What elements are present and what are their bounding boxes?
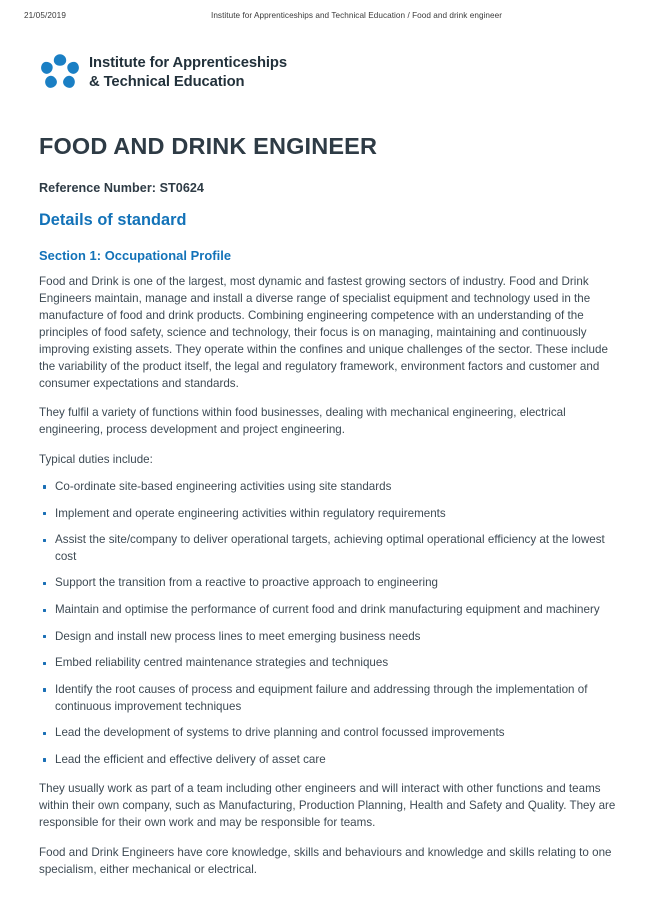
list-item-label: Lead the efficient and effective delivery of asset care <box>55 752 326 766</box>
list-item-label: Co-ordinate site-based engineering activities using site standards <box>55 479 392 493</box>
running-header <box>0 11 657 25</box>
paragraph-intro: Food and Drink is one of the largest, most dynamic and fastest growing sectors of industry. Food and Drink Engineers maintain, manage and install a diverse range of specialist equipment and technology used in the manufacture of food and drink products. Combining engineering competence with an understanding of the principles of food safety, science and technology, their focus is on managing, maintaining and continuously improving existing assets. They operate within the confines and unique challenges of the sector. These include the variability of the product itself, the legal and regulatory framework, environment factors and customer and consumer expectations and standards. <box>39 275 608 390</box>
logo-wordmark-line-1: Institute for Apprenticeships <box>89 55 287 72</box>
bullet-icon <box>43 662 46 665</box>
typical-duties-list <box>39 479 619 769</box>
paragraph-duties-lead-in: Typical duties include: <box>39 453 153 467</box>
list-item <box>39 682 619 715</box>
list-item <box>39 752 619 769</box>
section-1-heading: Section 1: Occupational Profile <box>39 247 232 263</box>
list-item <box>39 479 619 496</box>
list-item-label: Design and install new process lines to meet emerging business needs <box>55 629 421 643</box>
ifate-star-flower-logo-icon <box>39 52 81 94</box>
paragraph-specialism: Food and Drink Engineers have core knowledge, skills and behaviours and knowledge and skills relating to one specialism, either mechanical or electrical. <box>39 846 612 876</box>
reference-number: Reference Number: ST0624 <box>39 181 204 196</box>
list-item-label: Identify the root causes of process and equipment failure and addressing through the implementation of continuous improvement techniques <box>55 682 588 713</box>
list-item-label: Implement and operate engineering activities within regulatory requirements <box>55 506 446 520</box>
list-item-label: Support the transition from a reactive to proactive approach to engineering <box>55 576 439 590</box>
list-item <box>39 506 619 523</box>
list-item-label: Embed reliability centred maintenance strategies and techniques <box>55 656 389 670</box>
list-item-label: Assist the site/company to deliver operational targets, achieving optimal operational efficiency at the lowest cost <box>55 533 605 563</box>
details-of-standard-heading: Details of standard <box>39 211 187 230</box>
bullet-icon <box>43 609 46 612</box>
logo-wordmark-line-2: & Technical Education <box>89 74 245 90</box>
list-item <box>39 532 619 565</box>
list-item <box>39 575 619 592</box>
header-breadcrumb: Institute for Apprenticeships and Technical Education / Food and drink engineer <box>211 11 502 20</box>
logo-wordmark <box>89 54 287 92</box>
list-item <box>39 725 619 742</box>
document-content <box>39 133 619 879</box>
page-title: FOOD AND DRINK ENGINEER <box>39 133 378 159</box>
bullet-icon <box>43 582 46 585</box>
bullet-icon <box>43 539 46 542</box>
bullet-icon <box>43 758 46 761</box>
list-item-label: Lead the development of systems to drive planning and control focussed improvements <box>55 726 505 740</box>
list-item <box>39 655 619 672</box>
list-item <box>39 629 619 646</box>
bullet-icon <box>43 688 46 691</box>
header-date: 21/05/2019 <box>24 11 66 20</box>
paragraph-teamwork: They usually work as part of a team including other engineers and will interact with other functions and teams within their own company, such as Manufacturing, Production Planning, Health and Safety and Quality. They are responsible for their own work and may be responsible for teams. <box>39 782 616 830</box>
list-item <box>39 602 619 619</box>
paragraph-functions: They fulfil a variety of functions within food businesses, dealing with mechanical engineering, electrical engineering, process development and project engineering. <box>39 406 566 437</box>
bullet-icon <box>43 732 46 735</box>
bullet-icon <box>43 512 46 515</box>
bullet-icon <box>43 485 46 488</box>
organisation-logo <box>39 52 287 94</box>
list-item-label: Maintain and optimise the performance of current food and drink manufacturing equipment and machinery <box>55 603 600 617</box>
bullet-icon <box>43 635 46 638</box>
